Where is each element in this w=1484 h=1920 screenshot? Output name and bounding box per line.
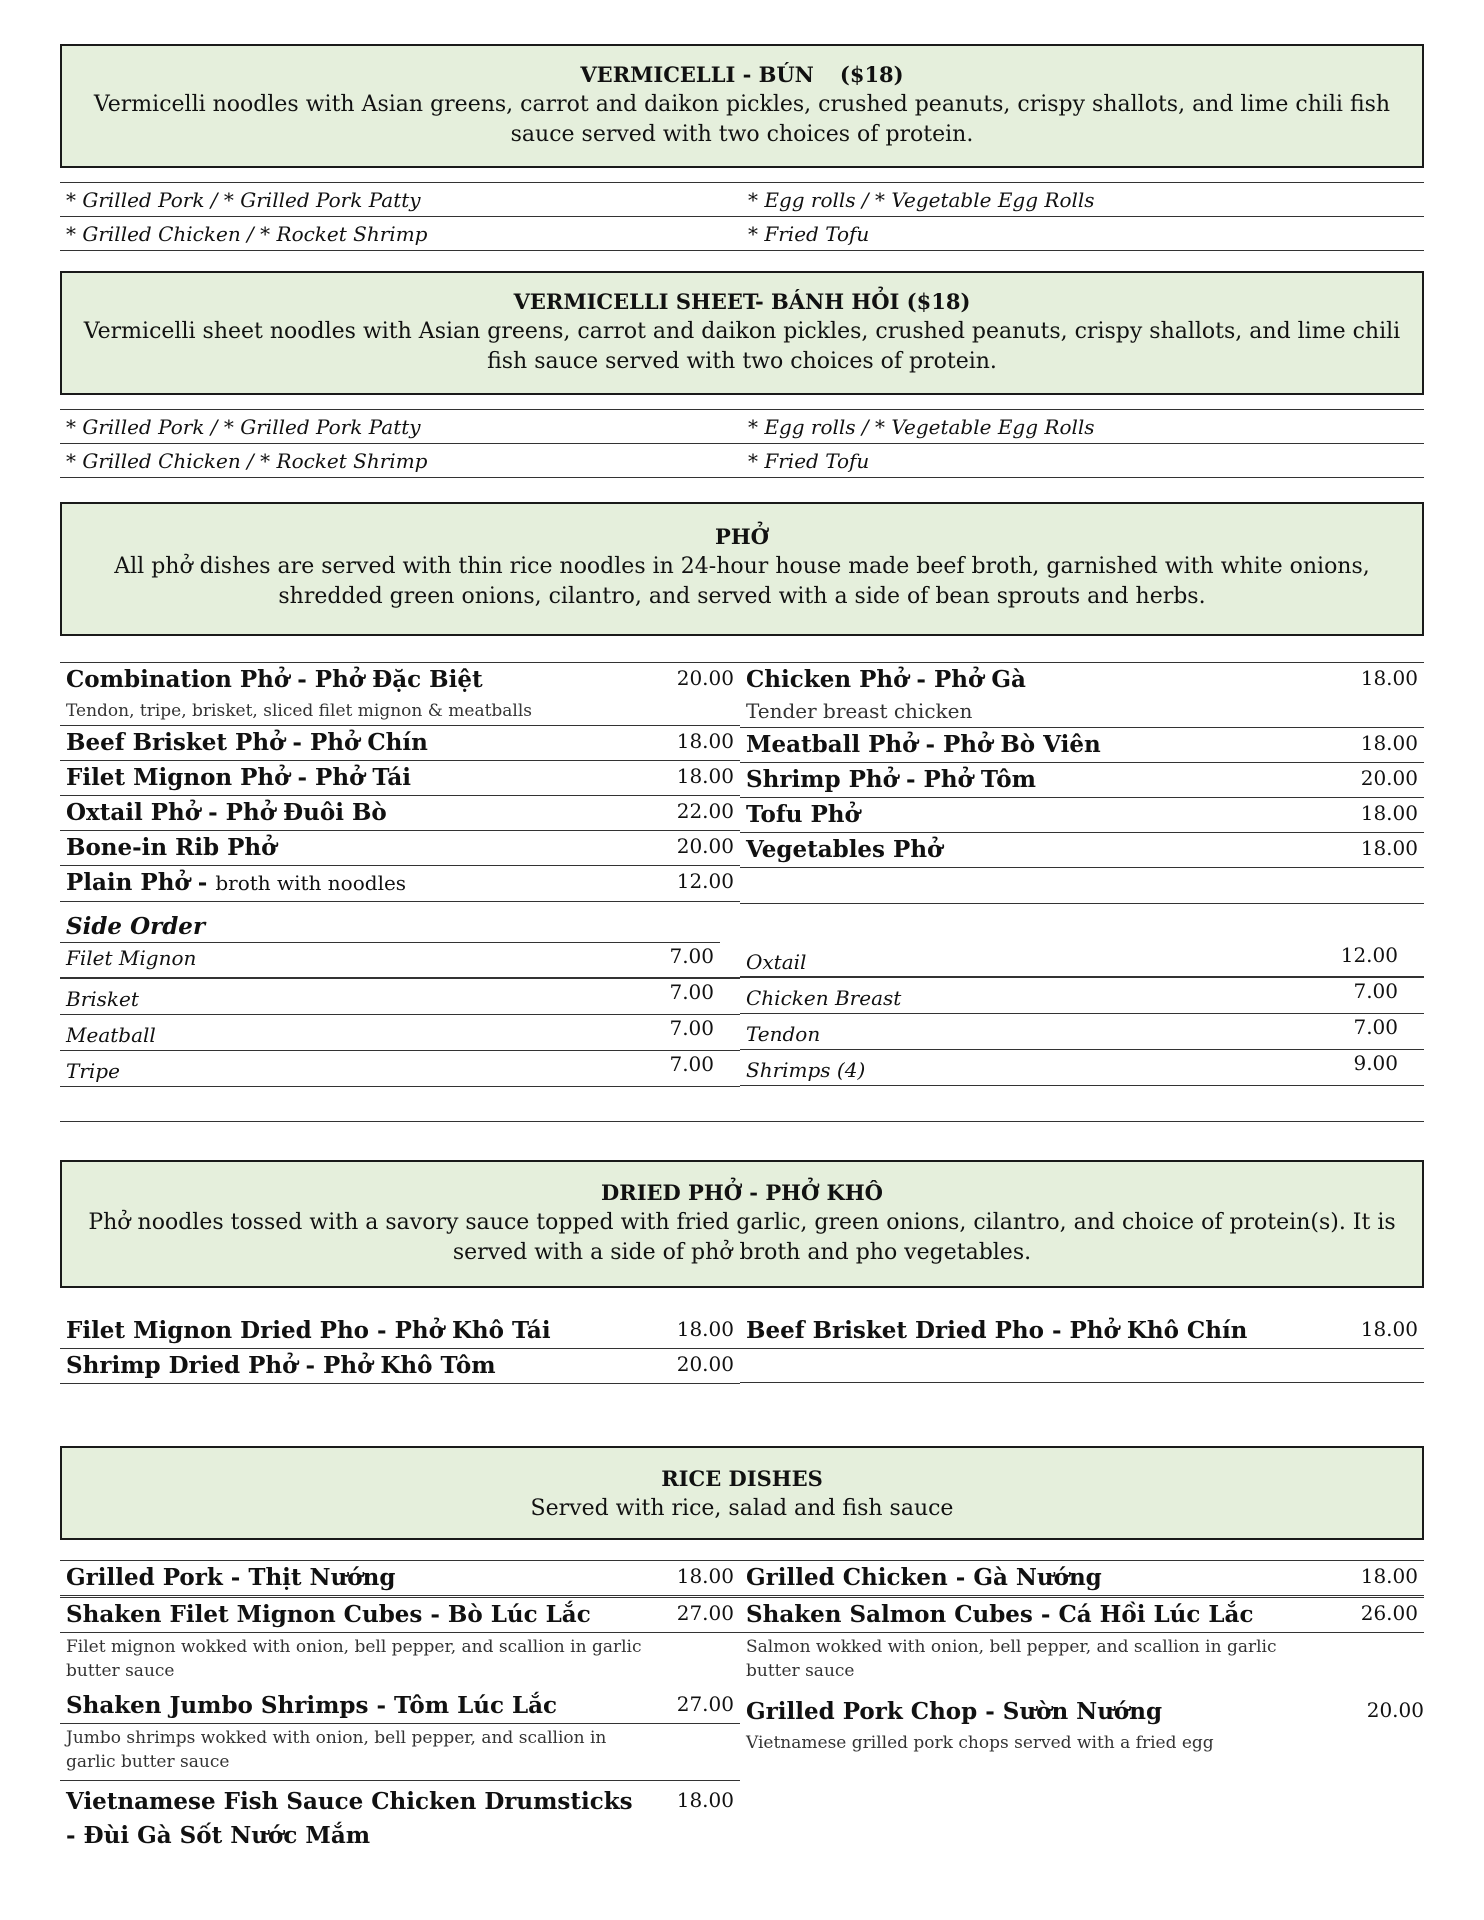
item-name: Grilled Pork Chop - Sườn Nướng [746, 1698, 1163, 1725]
side-item-name: Filet Mignon [66, 946, 197, 970]
side-item [740, 1050, 1424, 1086]
item-name: Vegetables Phở [746, 836, 943, 863]
item-price: 27.00 [676, 1601, 734, 1625]
rice-header-box [60, 1446, 1424, 1540]
bun-price: ($18) [839, 62, 904, 87]
side-order-title: Side Order [60, 912, 720, 943]
bun-header-box [60, 44, 1424, 168]
side-order-right [740, 912, 1424, 1087]
menu-item [740, 798, 1424, 833]
banh-hoi-protein-left-1: * Grilled Pork / * Grilled Pork Patty [60, 409, 742, 443]
menu-item [60, 1689, 740, 1724]
side-item [60, 1015, 740, 1051]
side-item-name: Meatball [66, 1023, 156, 1047]
item-name: Grilled Chicken - Gà Nướng [746, 1564, 1102, 1591]
item-price: 20.00 [1360, 766, 1418, 790]
banh-hoi-header-box [60, 271, 1424, 395]
side-item-price: 12.00 [1340, 943, 1398, 967]
pho-items-left [60, 662, 740, 904]
item-name: Beef Brisket Dried Pho - Phở Khô Chín [746, 1317, 1248, 1344]
banh-hoi-protein-table [60, 409, 1424, 478]
banh-hoi-protein-right-2: * Fried Tofu [742, 443, 1424, 478]
dried-pho-title: DRIED PHỞ - PHỞ KHÔ [601, 1180, 883, 1205]
menu-item [740, 1598, 1424, 1633]
pho-items-right [740, 662, 1424, 904]
rice-title: RICE DISHES [661, 1466, 823, 1491]
side-item [740, 978, 1424, 1014]
bun-protein-table [60, 182, 1424, 251]
item-price: 20.00 [676, 666, 734, 690]
item-name: Filet Mignon Phở - Phở Tái [66, 764, 411, 791]
menu-item [60, 1314, 740, 1349]
side-order [60, 912, 1424, 1087]
side-item-name: Oxtail [746, 950, 807, 974]
menu-item [60, 662, 740, 697]
dried-pho-items [60, 1314, 1424, 1384]
item-name: Plain Phở - broth with noodles [66, 869, 407, 896]
pho-title: PHỞ [715, 524, 769, 549]
divider [60, 1121, 1424, 1122]
item-price: 18.00 [1360, 666, 1418, 690]
menu-item [740, 833, 1424, 868]
side-item [60, 943, 740, 979]
menu-item [740, 728, 1424, 763]
item-name: Filet Mignon Dried Pho - Phở Khô Tái [66, 1317, 551, 1344]
item-price: 18.00 [1360, 1564, 1418, 1588]
side-item [60, 1051, 740, 1087]
menu-item [740, 1695, 1424, 1729]
dried-pho-items-right [740, 1314, 1424, 1384]
menu-item [740, 1560, 1424, 1598]
item-description: Tendon, tripe, brisket, sliced filet mignon & meatballs [60, 697, 740, 726]
item-description: Filet mignon wokked with onion, bell pepper, and scallion in garlic butter sauce [66, 1637, 642, 1681]
pho-description: All phở dishes are served with thin rice noodles in 24-hour house made beef broth, garnished with white onions, shredded green onions, cilantro, and served with a side of bean sprouts and herbs. [114, 554, 1370, 609]
dried-pho-header-box [60, 1160, 1424, 1288]
bun-protein-left-1: * Grilled Pork / * Grilled Pork Patty [60, 182, 742, 216]
item-name: Meatball Phở - Phở Bò Viên [746, 731, 1101, 758]
banh-hoi-title: VERMICELLI SHEET- BÁNH HỎI ($18) [513, 289, 971, 314]
side-item-price: 7.00 [669, 1016, 714, 1040]
menu-item [60, 1349, 740, 1384]
side-item-price: 9.00 [1353, 1051, 1398, 1075]
item-price: 18.00 [676, 1317, 734, 1341]
item-price: 20.00 [1366, 1698, 1424, 1722]
empty-row [740, 1349, 1424, 1383]
side-item [740, 1014, 1424, 1050]
menu-page [60, 44, 1424, 1853]
item-description: Jumbo shrimps wokked with onion, bell pepper, and scallion in garlic butter sauce [60, 1724, 740, 1781]
item-price: 27.00 [676, 1692, 734, 1716]
pho-header-box [60, 502, 1424, 636]
side-order-left [60, 912, 740, 1087]
item-price: 18.00 [676, 1788, 734, 1812]
rice-items-right [740, 1560, 1424, 1853]
menu-item [60, 796, 740, 831]
side-item-price: 7.00 [669, 980, 714, 1004]
item-price: 18.00 [676, 1564, 734, 1588]
item-name: Shrimp Dried Phở - Phở Khô Tôm [66, 1352, 496, 1379]
side-item-name: Chicken Breast [746, 986, 902, 1010]
item-price: 18.00 [1360, 801, 1418, 825]
menu-item [60, 1598, 740, 1633]
menu-item [740, 763, 1424, 798]
item-name: Combination Phở - Phở Đặc Biệt [66, 666, 483, 693]
item-price: 18.00 [1360, 731, 1418, 755]
item-price: 12.00 [676, 869, 734, 893]
bun-protein-right-1: * Egg rolls / * Vegetable Egg Rolls [742, 182, 1424, 216]
item-name: Chicken Phở - Phở Gà [746, 666, 1026, 693]
item-price: 18.00 [1360, 1317, 1418, 1341]
side-item [60, 979, 740, 1015]
item-extra: broth with noodles [215, 871, 407, 895]
item-name: Bone-in Rib Phở [66, 834, 277, 861]
menu-item [740, 662, 1424, 697]
item-price: 26.00 [1360, 1601, 1418, 1625]
item-name: Shrimp Phở - Phở Tôm [746, 766, 1036, 793]
side-item-name: Shrimps (4) [746, 1058, 866, 1082]
bun-description: Vermicelli noodles with Asian greens, carrot and daikon pickles, crushed peanuts, crispy shallots, and lime chili fish sauce served with two choices of protein. [93, 92, 1391, 147]
item-name: Shaken Filet Mignon Cubes - Bò Lúc Lắc [66, 1601, 591, 1628]
item-name: Oxtail Phở - Phở Đuôi Bò [66, 799, 387, 826]
side-item-price: 7.00 [669, 1052, 714, 1076]
banh-hoi-description: Vermicelli sheet noodles with Asian greens, carrot and daikon pickles, crushed peanuts, crispy shallots, and lime chili fish sauce served with two choices of protein. [83, 319, 1401, 374]
menu-item [60, 1560, 740, 1598]
item-description: Tender breast chicken [740, 697, 1424, 728]
item-price: 22.00 [676, 799, 734, 823]
menu-item [740, 1314, 1424, 1349]
dried-pho-items-left [60, 1314, 740, 1384]
item-description: Vietnamese grilled pork chops served with a fried egg [746, 1733, 1214, 1753]
dried-pho-description: Phở noodles tossed with a savory sauce topped with fried garlic, green onions, cilantro, and choice of protein(s). It is served with a side of phở broth and pho vegetables. [88, 1210, 1396, 1265]
rice-description: Served with rice, salad and fish sauce [530, 1496, 954, 1521]
item-name: Shaken Jumbo Shrimps - Tôm Lúc Lắc [66, 1692, 558, 1719]
item-name: Beef Brisket Phở - Phở Chín [66, 729, 428, 756]
side-item-name: Brisket [66, 987, 139, 1011]
menu-item [60, 761, 740, 796]
side-item-price: 7.00 [669, 944, 714, 968]
item-price: 18.00 [1360, 836, 1418, 860]
rice-items-left [60, 1560, 740, 1853]
pho-items [60, 662, 1424, 904]
bun-protein-right-2: * Fried Tofu [742, 216, 1424, 251]
bun-title: VERMICELLI - BÚN ($18) [580, 62, 904, 87]
menu-item [60, 831, 740, 866]
side-item-name: Tripe [66, 1059, 120, 1083]
item-price: 18.00 [676, 729, 734, 753]
item-price: 18.00 [676, 764, 734, 788]
side-item-price: 7.00 [1353, 1015, 1398, 1039]
side-item-name: Tendon [746, 1022, 821, 1046]
menu-item [60, 1785, 740, 1853]
menu-item [60, 726, 740, 761]
item-name: Shaken Salmon Cubes - Cá Hồi Lúc Lắc [746, 1601, 1254, 1628]
side-item [740, 942, 1424, 978]
item-price: 20.00 [676, 1352, 734, 1376]
item-name: Grilled Pork - Thịt Nướng [66, 1564, 396, 1591]
empty-row [740, 868, 1424, 904]
menu-item [60, 866, 740, 902]
rice-items [60, 1560, 1424, 1853]
item-name: Tofu Phở [746, 801, 860, 828]
item-name: Vietnamese Fish Sauce Chicken Drumsticks - Đùi Gà Sốt Nước Mắm [66, 1788, 633, 1849]
side-item-price: 7.00 [1353, 979, 1398, 1003]
banh-hoi-protein-left-2: * Grilled Chicken / * Rocket Shrimp [60, 443, 742, 478]
item-description: Salmon wokked with onion, bell pepper, and scallion in garlic butter sauce [746, 1637, 1277, 1681]
bun-protein-left-2: * Grilled Chicken / * Rocket Shrimp [60, 216, 742, 251]
banh-hoi-protein-right-1: * Egg rolls / * Vegetable Egg Rolls [742, 409, 1424, 443]
item-price: 20.00 [676, 834, 734, 858]
